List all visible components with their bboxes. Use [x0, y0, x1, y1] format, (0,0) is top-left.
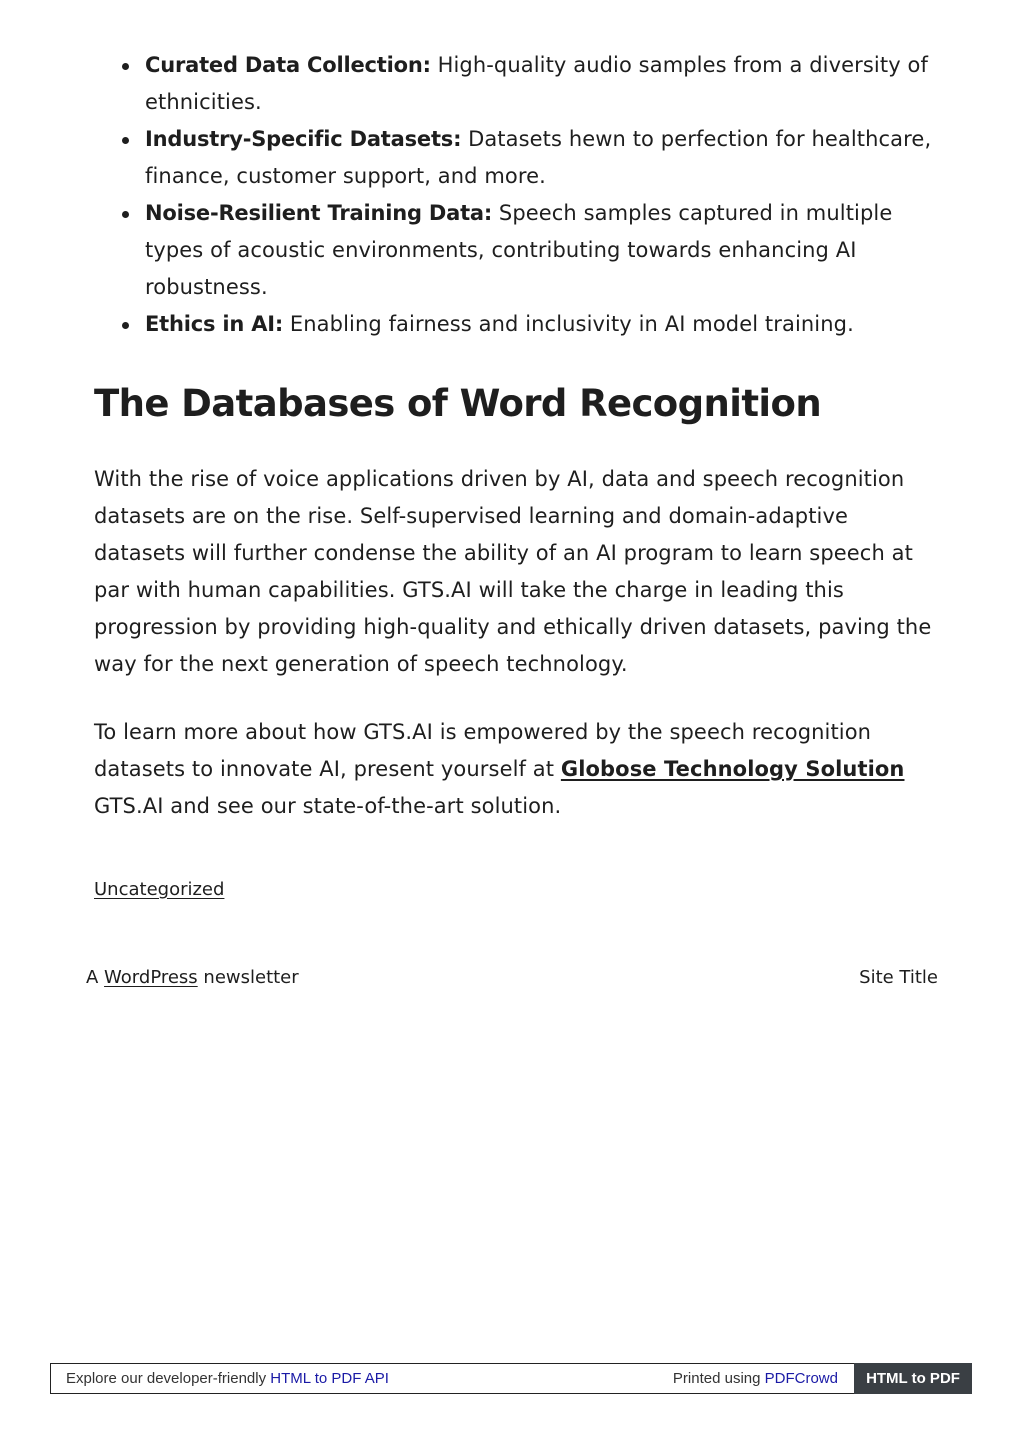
- globose-link[interactable]: Globose Technology Solution: [560, 757, 905, 781]
- list-item-text: Datasets hewn to perfection for healthcare, finance, customer support, and more.: [145, 127, 932, 188]
- list-item: [145, 47, 939, 121]
- list-item: [145, 121, 939, 195]
- list-item-term: Industry-Specific Datasets:: [145, 127, 462, 151]
- wordpress-link[interactable]: WordPress: [104, 967, 198, 988]
- footer-credit: [86, 966, 299, 990]
- paragraph-text: GTS.AI and see our state-of-the-art solution.: [94, 794, 562, 818]
- paragraph: [94, 714, 939, 825]
- feature-list: [94, 47, 939, 343]
- pdf-printed-text: Printed using: [672, 1370, 765, 1387]
- paragraph-text: To learn more about how GTS.AI is empowered by the speech recognition datasets to innovate AI, present yourself at: [94, 720, 872, 781]
- section-heading: The Databases of Word Recognition: [94, 382, 822, 425]
- footer-suffix: newsletter: [197, 967, 299, 988]
- list-item-term: Curated Data Collection:: [145, 53, 431, 77]
- site-title: Site Title: [859, 967, 938, 988]
- paragraph: With the rise of voice applications driven by AI, data and speech recognition datasets are on the rise. Self-supervised learning and domain-adaptive datasets will further condense the ability of an AI program to learn speech at par with human capabilities. GTS.AI will take the charge in leading this progression by providing high-quality and ethically driven datasets, paving the way for the next generation of speech technology.: [94, 467, 932, 676]
- list-item: [145, 195, 939, 306]
- pdf-explore-text: Explore our developer-friendly: [66, 1370, 271, 1387]
- pdfcrowd-banner: [50, 1363, 972, 1394]
- category-link[interactable]: Uncategorized: [94, 879, 225, 900]
- html-to-pdf-api-link[interactable]: HTML to PDF API: [270, 1370, 389, 1387]
- list-item-text: Enabling fairness and inclusivity in AI model training.: [289, 312, 854, 336]
- pdf-printed: [673, 1364, 838, 1394]
- footer-prefix: A: [86, 967, 105, 988]
- post-content: [94, 47, 939, 825]
- list-item-text: High-quality audio samples from a diversity of ethnicities.: [145, 53, 928, 114]
- list-item-term: Noise-Resilient Training Data:: [145, 201, 493, 225]
- list-item-text: Speech samples captured in multiple types of acoustic environments, contributing towards enhancing AI robustness.: [145, 201, 893, 299]
- list-item: [145, 306, 939, 343]
- html-to-pdf-badge[interactable]: HTML to PDF: [854, 1363, 972, 1394]
- list-item-term: Ethics in AI:: [145, 312, 284, 336]
- pdf-explore: [66, 1364, 389, 1394]
- pdfcrowd-link[interactable]: PDFCrowd: [764, 1370, 838, 1387]
